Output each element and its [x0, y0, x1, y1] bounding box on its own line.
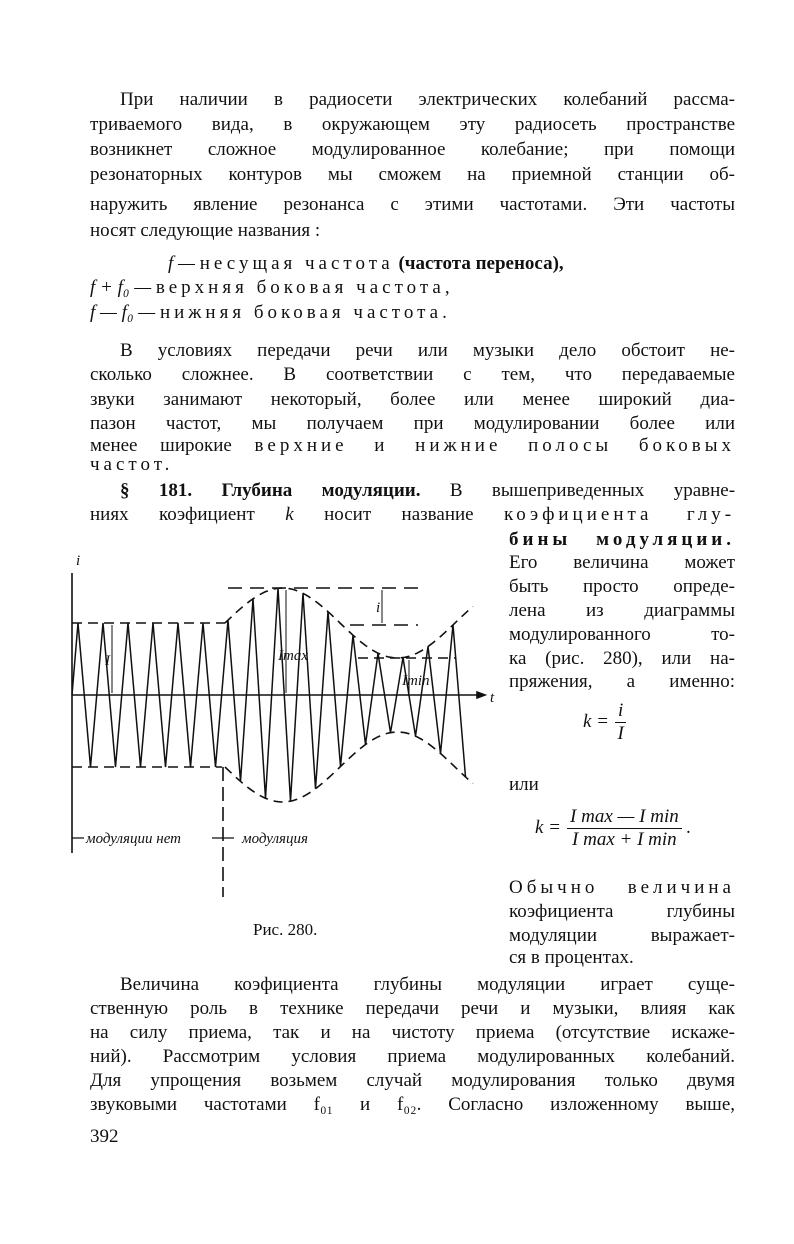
x-axis-label: t — [490, 690, 495, 706]
text-line: Его величина может — [509, 552, 735, 573]
text-line: ний). Рассмотрим условия приема модулированных колебаний. — [90, 1046, 735, 1067]
text-line: пазон частот, мы получаем при модулировании более или — [90, 413, 735, 434]
text-or: или — [509, 774, 539, 795]
label-Imax: Imax — [278, 648, 308, 664]
text-line: ся в процентах. — [509, 947, 634, 968]
text-line: ственную роль в технике передачи речи и музыки, влияя как — [90, 998, 735, 1019]
freq-upper: f + f₀ — верхняя боковая частота, — [90, 277, 454, 298]
text-line: резонаторных контуров мы сможем на приемной станции об- — [90, 164, 735, 185]
text-line: модулированного то- — [509, 624, 735, 645]
text-line: коэфициента глубины — [509, 901, 735, 922]
text-line: наружить явление резонанса с этими частотами. Эти частоты — [90, 194, 735, 215]
figure-caption: Рис. 280. — [253, 920, 318, 939]
text-line: лена из диаграммы — [509, 600, 735, 621]
section-heading: § 181. Глубина модуляции. В вышеприведенных уравне- — [120, 480, 736, 501]
y-axis-label: i — [76, 553, 81, 569]
text-line: на силу приема, так и на чистоту приема (отсутствие искаже- — [90, 1022, 735, 1043]
label-Imin: Imin — [402, 673, 430, 689]
freq-lower: f — f₀ — нижняя боковая частота. — [90, 302, 451, 323]
text-line: ка (рис. 280), или на- — [509, 648, 735, 669]
text-line: модуляции выражает- — [509, 925, 735, 946]
text-line: звуковыми частотами f₀₁ и f₀₂. Согласно изложенному выше, — [90, 1094, 735, 1115]
text-line: носят следующие названия : — [90, 220, 321, 241]
text-line: ниях коэфициент k носит название коэфициента глу- — [90, 504, 736, 525]
arrow-icon — [477, 692, 485, 698]
label-i: i — [376, 600, 381, 616]
envelope-upper — [225, 588, 473, 658]
text-line: звуки занимают некоторый, более или менее широкий диа- — [90, 389, 735, 410]
text-line: триваемого вида, в окружающем эту радиосеть пространстве — [90, 114, 735, 135]
text-line: пряжения, а именно: — [509, 671, 735, 692]
label-modulation: модуляция — [242, 831, 309, 847]
text-line: сколько сложнее. В соответствии с тем, что передаваемые — [90, 364, 735, 385]
text-line: Для упрощения возьмем случай модулирования только двумя — [90, 1070, 735, 1091]
page-number: 392 — [90, 1126, 119, 1147]
label-no-modulation: модуляции нет — [86, 831, 182, 847]
text-line: При наличии в радиосети электрических колебаний рассма- — [120, 89, 735, 110]
text-line: Величина коэфициента глубины модуляции играет суще- — [120, 974, 735, 995]
label-I: I — [105, 653, 110, 669]
text-line: Обычно величина — [509, 877, 735, 898]
text-line: быть просто опреде- — [509, 576, 735, 597]
text-line: менее широкие верхние и нижние полосы боковых — [90, 435, 736, 456]
formula-k-ratio: k = $\frac{i}{I}$ — [583, 700, 626, 745]
formula-k-maxmin: k = $\frac{\text{I max — I min}}{\text{I max + I min}}$ . — [535, 806, 692, 850]
text-line: возникнет сложное модулированное колебание; при помощи — [90, 139, 735, 160]
text-line: бины модуляции. — [509, 529, 735, 550]
figure-modulation-diagram — [60, 540, 500, 940]
text-line: частот. — [90, 454, 174, 475]
freq-carrier: f — несущая частота (частота переноса), — [168, 253, 564, 274]
text-line: В условиях передачи речи или музыки дело обстоит не- — [120, 340, 735, 361]
